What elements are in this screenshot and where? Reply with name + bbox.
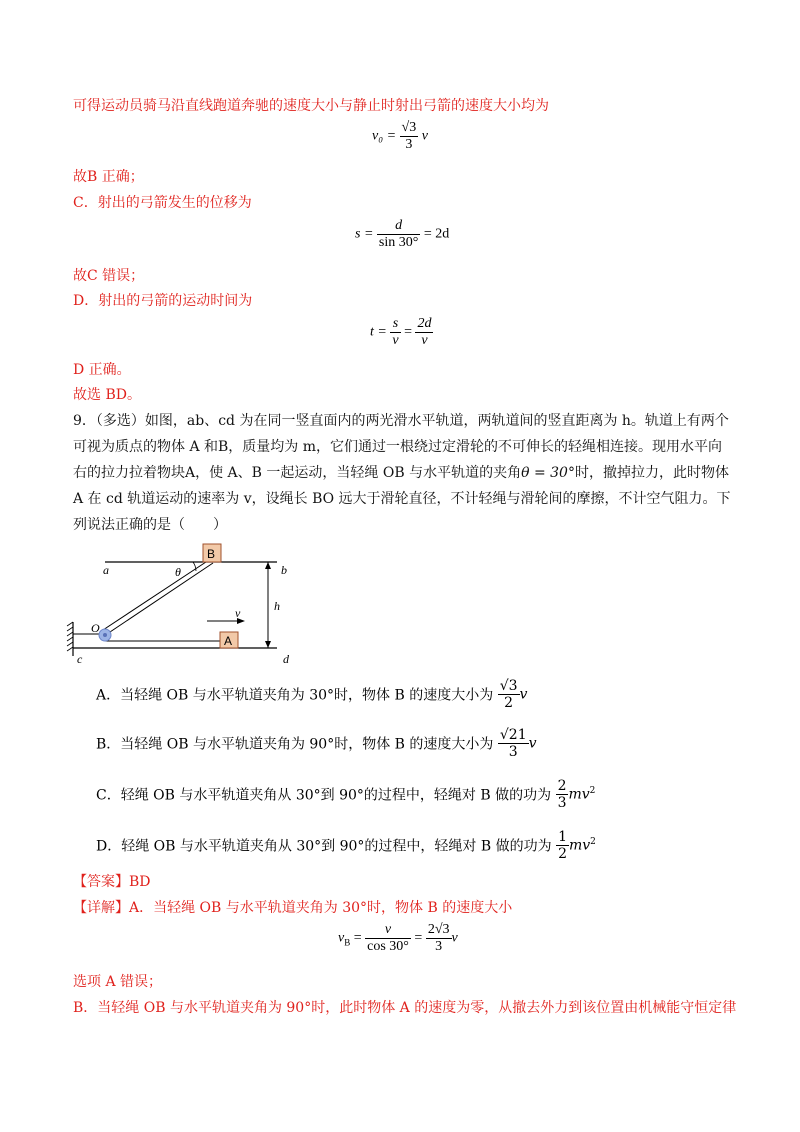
fraction-numerator: 1: [558, 829, 567, 845]
option-var: v: [519, 686, 528, 703]
detail-line: 【详解】A．当轻绳 OB 与水平轨道夹角为 30°时，物体 B 的速度大小: [73, 900, 513, 916]
text-line: B．当轻绳 OB 与水平轨道夹角为 90°时，此时物体 A 的速度为零，从撤去外力到该位置由机械能守恒定律: [73, 1000, 737, 1016]
text-line: D．射出的弓箭的运动时间为: [73, 293, 253, 309]
label-d: d: [283, 652, 289, 666]
option-d: [96, 829, 596, 862]
fraction: [556, 829, 569, 862]
label-block-a: A: [224, 634, 233, 648]
option-a: [96, 678, 527, 711]
fraction: [390, 316, 400, 349]
fraction-numerator: 2: [557, 778, 567, 794]
theta-value: θ = 30°: [521, 465, 575, 481]
physics-diagram: [65, 538, 315, 670]
superscript: 2: [589, 785, 596, 796]
fraction-numerator: s: [392, 316, 399, 331]
label-block-b: B: [207, 547, 216, 561]
label-h: h: [274, 599, 280, 613]
fraction: [498, 678, 520, 711]
question-line: 9．（多选）如图，ab、cd 为在同一竖直面内的两光滑水平轨道，两轨道间的竖直距离为 h。轨道上有两个: [73, 413, 729, 429]
formula-vb: [338, 922, 458, 955]
formula-eq: =: [404, 324, 412, 340]
fraction-numerator: 2d: [417, 316, 432, 331]
formula-eq: =: [414, 930, 423, 946]
option-text: C．轻绳 OB 与水平轨道夹角从 30°到 90°的过程中，轻绳对 B 做的功为: [96, 787, 552, 804]
fraction-numerator: d: [395, 218, 403, 233]
label-theta: θ: [175, 565, 181, 579]
label-v: v: [235, 606, 241, 620]
fraction-numerator: 2√3: [427, 922, 450, 937]
label-a: a: [103, 563, 109, 577]
label-o: O: [91, 621, 100, 635]
fraction: [426, 922, 452, 955]
option-var: mv: [568, 786, 590, 803]
fraction-numerator: √3: [499, 678, 518, 694]
text-line: 故B 正确；: [73, 169, 144, 185]
formula-v0: [372, 120, 428, 153]
question-line: [73, 463, 729, 483]
fraction-numerator: √21: [499, 727, 527, 743]
fraction-denominator: 2: [498, 694, 520, 711]
subscript: B: [344, 937, 351, 948]
label-c: c: [77, 652, 83, 666]
text-line: 故选 BD。: [73, 387, 141, 403]
fraction: [498, 727, 529, 760]
option-text: A．当轻绳 OB 与水平轨道夹角为 30°时，物体 B 的速度大小为: [96, 687, 494, 704]
fraction-denominator: 3: [557, 795, 567, 811]
formula-s: [355, 218, 449, 251]
label-b: b: [281, 563, 287, 577]
fraction-denominator: cos 30°: [367, 939, 409, 954]
wall-hatch: [67, 622, 73, 651]
option-c: [96, 778, 595, 811]
fraction: [400, 120, 419, 153]
fraction: [556, 778, 569, 811]
option-b: [96, 727, 537, 760]
fraction-numerator: √3: [401, 120, 417, 135]
fraction: [365, 922, 411, 955]
fraction-denominator: v: [415, 332, 433, 349]
text-line: 故C 错误；: [73, 268, 145, 284]
option-text: B．当轻绳 OB 与水平轨道夹角为 90°时，物体 B 的速度大小为: [96, 736, 494, 753]
fraction: [415, 316, 433, 349]
rope-ob: [103, 560, 209, 630]
formula-var: v: [451, 930, 458, 946]
question-line: 可视为质点的物体 A 和B，质量均为 m，它们通过一根绕过定滑轮的不可伸长的轻绳相连接。现用水平向: [73, 439, 723, 455]
formula-lhs: t =: [370, 324, 387, 340]
fraction: [377, 218, 420, 251]
formula-eq: =: [353, 930, 362, 946]
question-text: 时，撤掉拉力，此时物体: [574, 465, 729, 481]
fraction-denominator: 3: [400, 136, 419, 153]
formula-lhs: s =: [355, 226, 374, 242]
formula-lhs: v₀ =: [372, 128, 397, 144]
question-line: A 在 cd 轨道运动的速率为 v，设绳长 BO 远大于滑轮直径，不计轻绳与滑轮间的摩擦，不计空气阻力。下: [73, 491, 731, 507]
fraction-denominator: 3: [426, 938, 452, 955]
text-line: 选项 A 错误；: [73, 974, 163, 990]
superscript: 2: [590, 836, 596, 847]
formula-t: [370, 316, 433, 349]
question-text: 右的拉力拉着物块A，使 A、B 一起运动，当轻绳 OB 与水平轨道的夹角: [73, 465, 522, 481]
text-line: C．射出的弓箭发生的位移为: [73, 195, 252, 211]
formula-rhs: = 2d: [423, 226, 450, 242]
text-line: D 正确。: [73, 362, 131, 378]
formula-var: v: [421, 128, 428, 144]
answer-line: 【答案】BD: [73, 874, 151, 890]
fraction-denominator: 3: [498, 743, 529, 760]
fraction-denominator: 2: [558, 846, 567, 862]
formula-lhs: v: [338, 930, 345, 946]
fraction-denominator: sin 30°: [378, 235, 419, 250]
fraction-denominator: v: [392, 333, 399, 348]
question-line: 列说法正确的是（ ）: [73, 517, 227, 533]
fraction-numerator: v: [384, 922, 392, 937]
option-var: v: [528, 735, 537, 752]
text-line: 可得运动员骑马沿直线跑道奔驰的速度大小与静止时射出弓箭的速度大小均为: [73, 98, 549, 114]
option-var: mv: [568, 837, 591, 854]
option-text: D．轻绳 OB 与水平轨道夹角从 30°到 90°的过程中，轻绳对 B 做的功为: [96, 838, 552, 855]
